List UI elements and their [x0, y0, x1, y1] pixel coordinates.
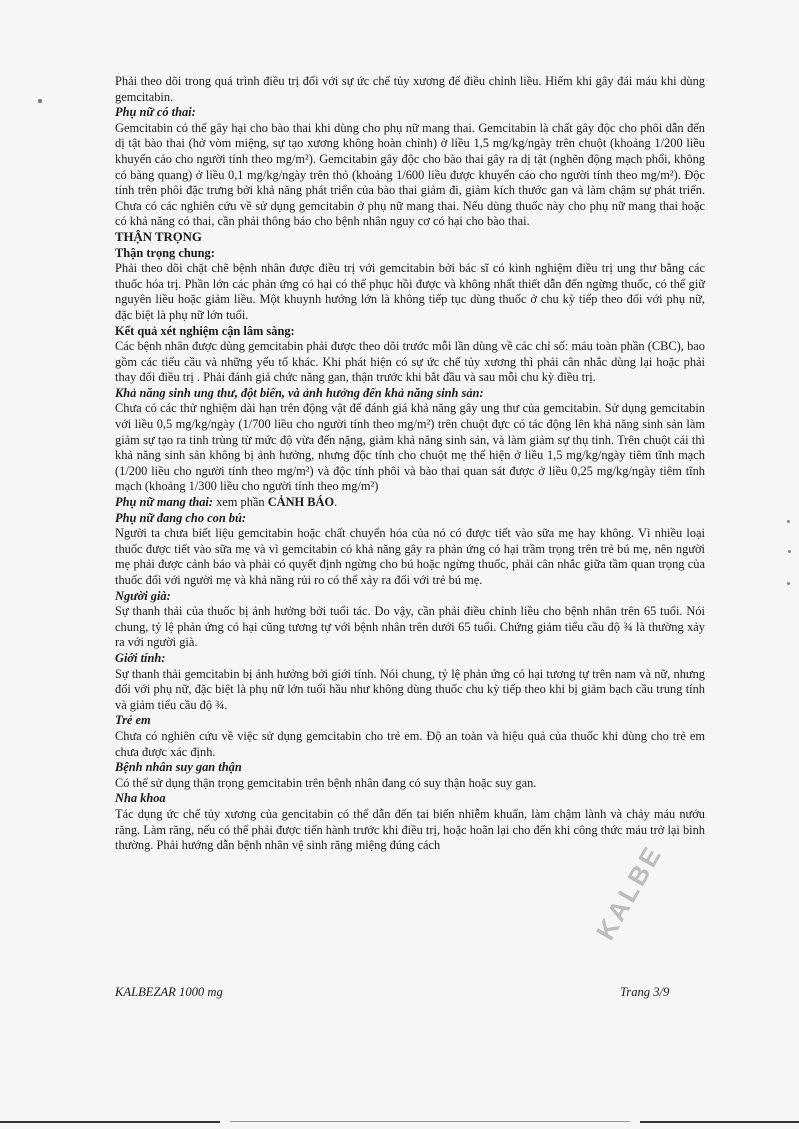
subheading-pregnant-women: Phụ nữ mang thai: — [115, 495, 213, 510]
bottom-border — [0, 1121, 220, 1123]
footer-product-name: KALBEZAR 1000 mg — [115, 985, 223, 999]
paragraph: Chưa có các thử nghiệm dài hạn trên động vật để đánh giá khả năng gây ung thư của gemcitabin. Sử dụng gemcitabin với liều 0,5 mg/kg/ngày (1/700 liều cho người tính theo mg/m²) trên chuột đực có tác động lên khả năng sinh sản làm giảm sự tạo ra tinh trùng từ mức độ vừa đến nặng, giảm khả năng sinh sản, và làm giảm sự thụ tinh. Trên chuột cái thì khả năng sinh sản không bị ảnh hưởng, nhưng độc tính cho chuột mẹ thể hiện ở liều 1,5 mg/kg/ngày tiêm tĩnh mạch (1/200 liều cho người tính theo mg/m²) và độc tính phôi và bào thai quan sát được ở liều 0,25 mg/kg/ngày tiêm tĩnh mạch (khoảng 1/300 liều cho người tính theo mg/m²) — [115, 401, 705, 494]
paragraph: Người ta chưa biết liệu gemcitabin hoặc chất chuyển hóa của nó có được tiết vào sữa mẹ hay không. Vì nhiều loại thuốc được tiết vào sữa mẹ và vì gemcitabin có khả năng gây ra phản ứng có hại trầm trọng trên trẻ bú mẹ, nên người mẹ phải được cảnh báo và phải có quyết định ngừng cho bú hoặc ngừng thuốc, phải cân nhắc giữa tầm quan trọng của thuốc đối với người mẹ và khả năng rủi ro có thể xảy ra đối với trẻ bú mẹ. — [115, 526, 705, 587]
subheading-carcinogenesis: Khả năng sinh ung thư, đột biến, và ảnh hưởng đến khả năng sinh sản: — [115, 385, 484, 400]
subheading-dental: Nha khoa — [115, 791, 166, 806]
margin-mark — [38, 99, 42, 103]
footer-page-number: Trang 3/9 — [620, 985, 670, 999]
paragraph: Phải theo dõi trong quá trình điều trị đối với sự ức chế tủy xương để điều chỉnh liều. Hiếm khi gây đái máu khi dùng gemcitabin. — [115, 74, 705, 104]
paragraph: Tác dụng ức chế tủy xương của gencitabin có thể dẫn đến tai biến nhiễm khuẩn, làm chậm lành và chảy máu nướu răng. Làm răng, nếu có thể phải được tiến hành trước khi điều trị, hoặc hoãn lại cho đến khi công thức máu trở lại bình thường. Phải hướng dẫn bệnh nhân vệ sinh răng miệng đúng cách — [115, 806, 705, 853]
paragraph: Các bệnh nhân được dùng gemcitabin phải được theo dõi trước mỗi lần dùng về các chỉ số: máu toàn phần (CBC), bao gồm các tiểu cầu và những yếu tố khác. Khi phát hiện có sự ức chế tủy xương thì phải cân nhắc dùng lại hoặc phải thay đổi điều trị . Phải đánh giá chức năng gan, thận trước khi bắt đầu và sau mỗi chu kỳ điều trị. — [115, 339, 705, 385]
paragraph: Có thể sử dụng thận trọng gemcitabin trên bệnh nhân đang có suy thận hoặc suy gan. — [115, 775, 537, 790]
company-stamp: KALBE — [590, 839, 669, 945]
subheading-lab-tests: Kết quả xét nghiệm cận lâm sàng: — [115, 323, 295, 338]
document-body — [115, 74, 705, 854]
paragraph: Sự thanh thải gemcitabin bị ảnh hưởng bởi giới tính. Nói chung, tỷ lệ phản ứng có hại tương tự trên nam và nữ, nhưng đối với phụ nữ, đặc biệt là phụ nữ lớn tuổi hầu như không dùng thuốc chu kỳ tiếp theo khi bị giảm bạch cầu trung tính và giảm tiểu cầu độ ¾. — [115, 666, 705, 712]
paragraph: Phải theo dõi chặt chẽ bệnh nhân được điều trị với gemcitabin bởi bác sĩ có kinh nghiệm điều trị ung thư bằng các thuốc hóa trị. Phần lớn các phản ứng có hại có thể phục hồi được và không nhất thiết dẫn đến ngừng thuốc, có thể giữ nguyên liều hoặc giảm liều. Một khuynh hướng lớn là không tiếp tục dùng thuốc ở chu kỳ tiếp theo đối với phụ nữ, đặc biệt là phụ nữ lớn tuổi. — [115, 261, 705, 322]
subheading-elderly: Người già: — [115, 588, 171, 603]
bottom-border — [640, 1121, 799, 1123]
paragraph: Gemcitabin có thể gây hại cho bào thai khi dùng cho phụ nữ mang thai. Gemcitabin là chất gây độc cho phôi dẫn đến dị tật bào thai (hở vòm miệng, sự tạo xương không hoàn chỉnh) ở liều 1,5 mg/kg/ngày trên chuột (khoảng 1/200 liều khuyến cáo cho người tính theo mg/m²). Gemcitabin gây độc cho bào thai gây ra dị tật (nghẽn động mạch phổi, không có bàng quang) ở liều 0,1 mg/kg/ngày trên thỏ (khoảng 1/600 liều được khuyến cáo cho người tính theo mg/m²). Độc tính trên phôi đặc trưng bởi khả năng phát triển của bào thai giảm đi, giảm kích thước gan và làm chậm sự phát triển. Chưa có các nghiên cứu về sử dụng gemcitabin ở phụ nữ mang thai. Nếu dùng thuốc này cho phụ nữ mang thai hoặc có khả năng có thai, cần phải thông báo cho bệnh nhân nguy cơ có hại cho bào thai. — [115, 120, 705, 229]
warning-reference: CẢNH BÁO — [267, 495, 335, 510]
paragraph: Sự thanh thải của thuốc bị ảnh hưởng bởi tuổi tác. Do vậy, cần phải điều chỉnh liều cho bệnh nhân trên 65 tuổi. Nói chung, tỷ lệ phản ứng có hại cũng tương tự với bệnh nhân trên dưới 65 tuổi. Chứng giảm tiểu cầu độ ¾ là thường xảy ra với người già. — [115, 604, 705, 650]
text-fragment: . — [334, 495, 338, 510]
margin-dot — [787, 582, 790, 585]
text-fragment: xem phần — [212, 495, 268, 510]
subheading-hepatic-renal: Bệnh nhân suy gan thận — [115, 760, 242, 775]
margin-dot — [788, 550, 791, 553]
section-heading-precautions: THẬN TRỌNG — [115, 229, 202, 244]
subheading-gender: Giới tính: — [115, 650, 166, 665]
margin-dot — [787, 520, 790, 523]
subheading-nursing: Phụ nữ đang cho con bú: — [115, 510, 247, 525]
paragraph: Chưa có nghiên cứu về việc sử dụng gemcitabin cho trẻ em. Độ an toàn và hiệu quả của thuốc khi dùng cho trẻ em chưa được xác định. — [115, 728, 705, 759]
margin-marks — [786, 520, 792, 590]
paragraph-pregnancy-ref — [115, 495, 705, 511]
subheading-pregnant: Phụ nữ có thai: — [115, 105, 196, 120]
bottom-border — [230, 1121, 630, 1122]
subheading-children: Trẻ em — [115, 713, 151, 728]
subheading-general-precautions: Thận trọng chung: — [115, 245, 215, 260]
